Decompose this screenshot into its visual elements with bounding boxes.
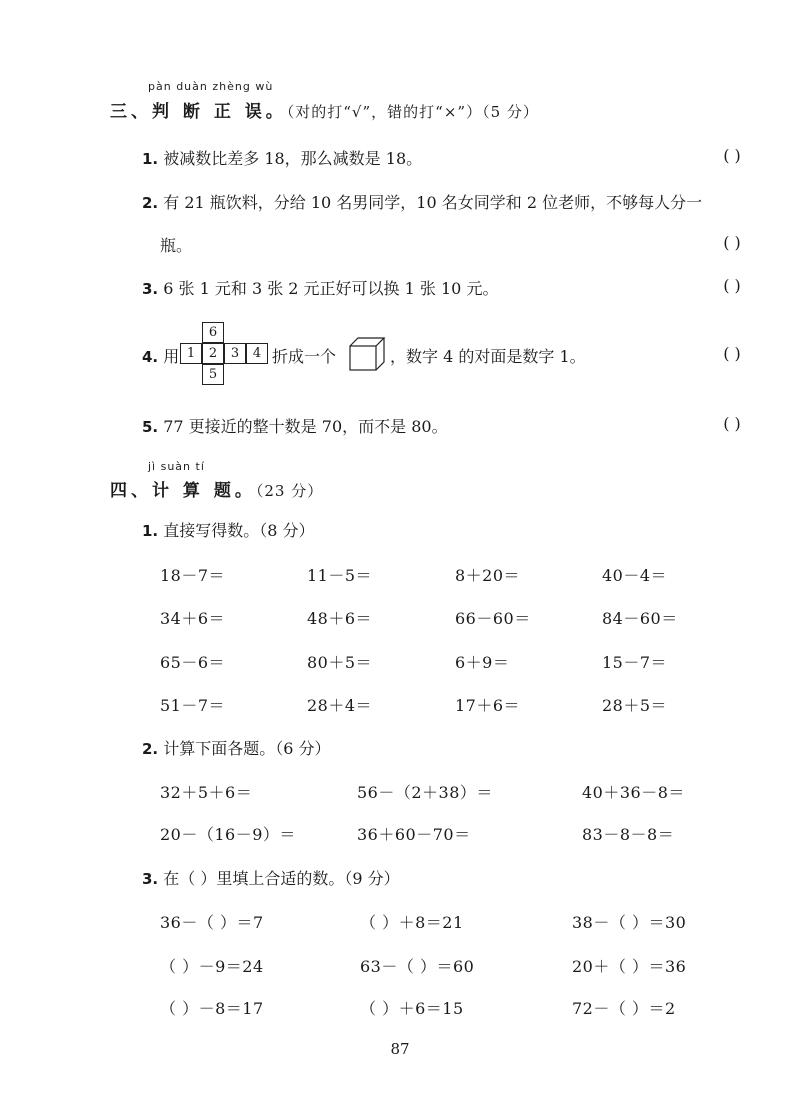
calc-problem: 20－（16－9）＝ [160, 825, 296, 844]
fill-blank-problem[interactable]: 72－（ ）＝2 [572, 999, 676, 1018]
net-cell: 4 [246, 343, 268, 364]
calc-problem: 51－7＝ [160, 696, 226, 715]
part-number: 1. [142, 522, 159, 540]
judge-item-4 [142, 344, 179, 367]
part-title: 直接写得数。（8 分） [163, 521, 315, 540]
calc-problem: 84－60＝ [602, 609, 678, 628]
item-text: 被减数比差多 18，那么减数是 18。 [163, 149, 423, 168]
calc-problem: 66－60＝ [455, 609, 531, 628]
section4-note: （23 分） [255, 482, 324, 500]
calc-problem: 40－4＝ [602, 566, 668, 585]
part-number: 3. [142, 870, 159, 888]
answer-blank-3[interactable]: ( ) [723, 276, 741, 295]
section4-title: 四、计 算 题。 [110, 481, 256, 501]
section3-title: 三、判 断 正 误。 [110, 102, 287, 122]
section3-heading [110, 97, 539, 122]
item-text: 77 更接近的整十数是 70，而不是 80。 [163, 417, 448, 436]
fill-blank-problem[interactable]: （ ）＋6＝15 [360, 999, 464, 1018]
calc-problem: 8＋20＝ [455, 566, 521, 585]
answer-blank-4[interactable]: ( ) [723, 344, 741, 363]
fill-blank-problem[interactable]: 20＋（ ）＝36 [572, 957, 687, 976]
item-number: 5. [142, 418, 159, 436]
judge-item-5 [142, 414, 448, 437]
calc-part-1-title [142, 518, 315, 541]
fill-blank-problem[interactable]: （ ）＋8＝21 [360, 913, 464, 932]
calc-problem: 65－6＝ [160, 653, 226, 672]
section3-pinyin: pàn duàn zhèng wù [148, 80, 274, 93]
item-text-post: ，数字 4 的对面是数字 1。 [390, 347, 586, 366]
fill-blank-problem[interactable]: （ ）－8＝17 [160, 999, 264, 1018]
answer-blank-1[interactable]: ( ) [723, 146, 741, 165]
answer-blank-5[interactable]: ( ) [723, 414, 741, 433]
item-text: 6 张 1 元和 3 张 2 元正好可以换 1 张 10 元。 [163, 279, 499, 298]
calc-problem: 6＋9＝ [455, 653, 510, 672]
item-number: 2. [142, 194, 159, 212]
page-number: 87 [390, 1040, 410, 1058]
judge-item-2 [142, 190, 702, 213]
part-title: 在（ ）里填上合适的数。（9 分） [163, 869, 400, 888]
judge-item-3 [142, 276, 498, 299]
item-text: 有 21 瓶饮料，分给 10 名男同学，10 名女同学和 2 位老师，不够每人分一 [163, 193, 703, 212]
calc-problem: 48＋6＝ [307, 609, 373, 628]
calc-problem: 15－7＝ [602, 653, 668, 672]
calc-part-2-title [142, 736, 331, 759]
fill-blank-problem[interactable]: 38－（ ）＝30 [572, 913, 687, 932]
item-text-mid: 折成一个 [272, 347, 337, 366]
fill-blank-problem[interactable]: （ ）－9＝24 [160, 957, 264, 976]
calc-problem: 83－8－8＝ [582, 825, 675, 844]
item-number: 4. [142, 348, 159, 366]
part-title: 计算下面各题。（6 分） [163, 739, 331, 758]
calc-problem: 28＋5＝ [602, 696, 668, 715]
net-cell-bottom: 5 [202, 364, 224, 385]
calc-problem: 28＋4＝ [307, 696, 373, 715]
calc-problem: 11－5＝ [307, 566, 373, 585]
item-number: 3. [142, 280, 159, 298]
net-cell: 2 [202, 343, 224, 364]
calc-problem: 18－7＝ [160, 566, 226, 585]
calc-problem: 32＋5＋6＝ [160, 783, 253, 802]
net-cell: 1 [180, 343, 202, 364]
calc-problem: 40＋36－8＝ [582, 783, 685, 802]
item-text-pre: 用 [163, 347, 180, 366]
section4-pinyin: jì suàn tí [148, 460, 205, 473]
calc-problem: 36＋60－70＝ [357, 825, 471, 844]
calc-problem: 56－（2＋38）＝ [357, 783, 493, 802]
item-number: 1. [142, 150, 159, 168]
calc-problem: 34＋6＝ [160, 609, 226, 628]
net-cell: 3 [224, 343, 246, 364]
net-cell-top: 6 [202, 322, 224, 343]
section4-heading [110, 476, 323, 501]
part-number: 2. [142, 740, 159, 758]
calc-problem: 80＋5＝ [307, 653, 373, 672]
cube-icon [348, 336, 388, 372]
calc-problem: 17＋6＝ [455, 696, 521, 715]
fill-blank-problem[interactable]: 36－（ ）＝7 [160, 913, 264, 932]
fill-blank-problem[interactable]: 63－（ ）＝60 [360, 957, 475, 976]
cube-net-figure [180, 322, 272, 390]
calc-part-3-title [142, 866, 400, 889]
item-text-continued: 瓶。 [160, 236, 193, 255]
judge-item-1 [142, 146, 422, 169]
answer-blank-2[interactable]: ( ) [723, 233, 741, 252]
section3-note: （对的打“√”，错的打“×”）（5 分） [286, 103, 539, 121]
